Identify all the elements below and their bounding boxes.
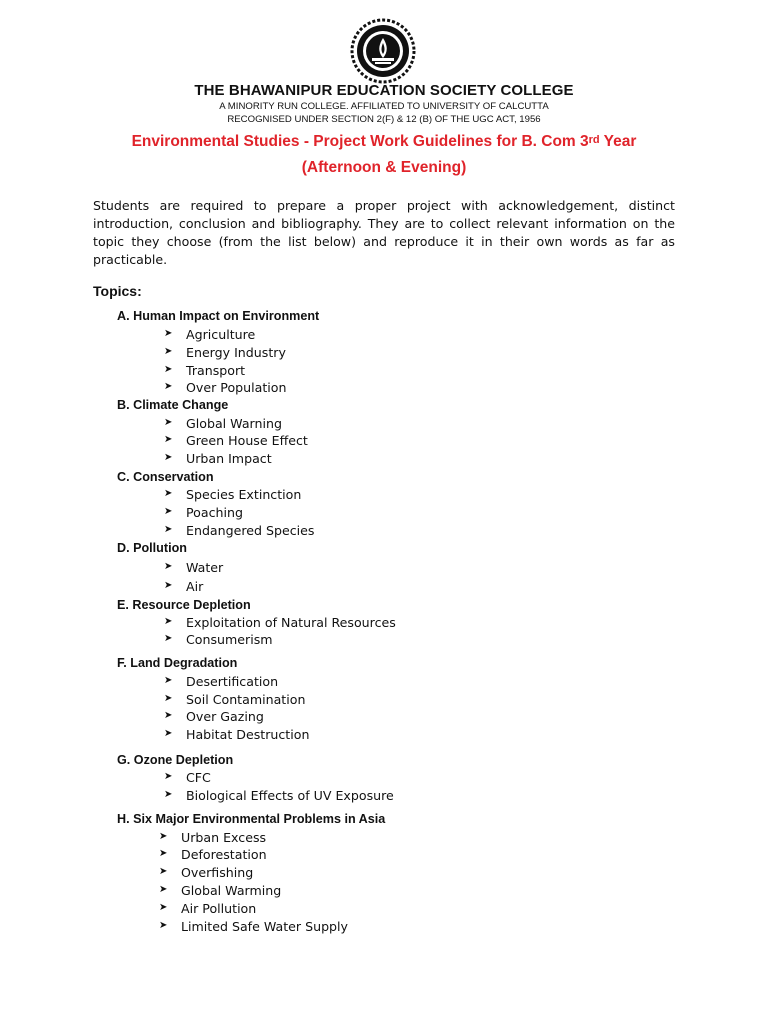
list-item: Urban Excess <box>181 830 267 845</box>
arrow-bullet-icon: ➤ <box>164 452 173 463</box>
list-item: Agriculture <box>186 327 256 342</box>
arrow-bullet-icon: ➤ <box>164 381 173 392</box>
affiliation-line: A MINORITY RUN COLLEGE. AFFILIATED TO UNIVERSITY OF CALCUTTA <box>219 101 549 112</box>
list-item: Overfishing <box>181 865 254 880</box>
arrow-bullet-icon: ➤ <box>164 524 173 535</box>
list-item: Water <box>186 560 224 575</box>
arrow-bullet-icon: ➤ <box>159 902 168 913</box>
arrow-bullet-icon: ➤ <box>164 710 173 721</box>
intro-paragraph: Students are required to prepare a proper project with acknowledgement, distinct introduction, conclusion and bibliography. They are to collect relevant information on the topic they choose (from the list below) and reproduce it in their own words as far as practicable. <box>93 198 675 267</box>
arrow-bullet-icon: ➤ <box>164 328 173 339</box>
list-item: Endangered Species <box>186 523 315 538</box>
arrow-bullet-icon: ➤ <box>164 675 173 686</box>
list-item: Green House Effect <box>186 433 308 448</box>
sec-e: E. Resource Depletion <box>117 598 251 612</box>
list-item: Desertification <box>186 674 279 689</box>
arrow-bullet-icon: ➤ <box>164 506 173 517</box>
recognition-line: RECOGNISED UNDER SECTION 2(F) & 12 (B) OF THE UGC ACT, 1956 <box>227 114 541 125</box>
document-subtitle: (Afternoon & Evening) <box>301 159 467 176</box>
arrow-bullet-icon: ➤ <box>164 434 173 445</box>
arrow-bullet-icon: ➤ <box>164 693 173 704</box>
list-item: Urban Impact <box>186 451 272 466</box>
arrow-bullet-icon: ➤ <box>164 488 173 499</box>
list-item: CFC <box>186 770 211 785</box>
list-item: Poaching <box>186 505 243 520</box>
list-item: Over Population <box>186 380 287 395</box>
arrow-bullet-icon: ➤ <box>164 417 173 428</box>
list-item: Air Pollution <box>181 901 257 916</box>
document-title: Environmental Studies - Project Work Guidelines for B. Com 3rd Year <box>131 133 637 150</box>
list-item: Energy Industry <box>186 345 286 360</box>
arrow-bullet-icon: ➤ <box>164 789 173 800</box>
sec-f: F. Land Degradation <box>117 656 238 670</box>
arrow-bullet-icon: ➤ <box>164 771 173 782</box>
sec-b: B. Climate Change <box>117 398 229 412</box>
list-item: Species Extinction <box>186 487 302 502</box>
college-name: THE BHAWANIPUR EDUCATION SOCIETY COLLEGE <box>194 82 574 99</box>
list-item: Over Gazing <box>186 709 264 724</box>
sec-g: G. Ozone Depletion <box>117 753 234 767</box>
topics-heading: Topics: <box>93 283 142 299</box>
college-emblem-icon <box>350 18 416 84</box>
arrow-bullet-icon: ➤ <box>159 884 168 895</box>
arrow-bullet-icon: ➤ <box>164 346 173 357</box>
list-item: Biological Effects of UV Exposure <box>186 788 394 803</box>
list-item: Consumerism <box>186 632 273 647</box>
arrow-bullet-icon: ➤ <box>164 561 173 572</box>
arrow-bullet-icon: ➤ <box>164 728 173 739</box>
sec-d: D. Pollution <box>117 541 187 555</box>
arrow-bullet-icon: ➤ <box>164 616 173 627</box>
list-item: Limited Safe Water Supply <box>181 919 349 934</box>
arrow-bullet-icon: ➤ <box>159 866 168 877</box>
arrow-bullet-icon: ➤ <box>159 848 168 859</box>
sec-c: C. Conservation <box>117 470 214 484</box>
list-item: Global Warning <box>186 416 282 431</box>
arrow-bullet-icon: ➤ <box>164 633 173 644</box>
arrow-bullet-icon: ➤ <box>164 364 173 375</box>
list-item: Air <box>186 579 204 594</box>
list-item: Soil Contamination <box>186 692 306 707</box>
arrow-bullet-icon: ➤ <box>159 831 168 842</box>
list-item: Transport <box>186 363 246 378</box>
sec-h: H. Six Major Environmental Problems in Asia <box>117 812 386 826</box>
list-item: Exploitation of Natural Resources <box>186 615 396 630</box>
list-item: Habitat Destruction <box>186 727 310 742</box>
arrow-bullet-icon: ➤ <box>164 580 173 591</box>
arrow-bullet-icon: ➤ <box>159 920 168 931</box>
sec-a: A. Human Impact on Environment <box>117 309 320 323</box>
list-item: Deforestation <box>181 847 267 862</box>
list-item: Global Warming <box>181 883 282 898</box>
